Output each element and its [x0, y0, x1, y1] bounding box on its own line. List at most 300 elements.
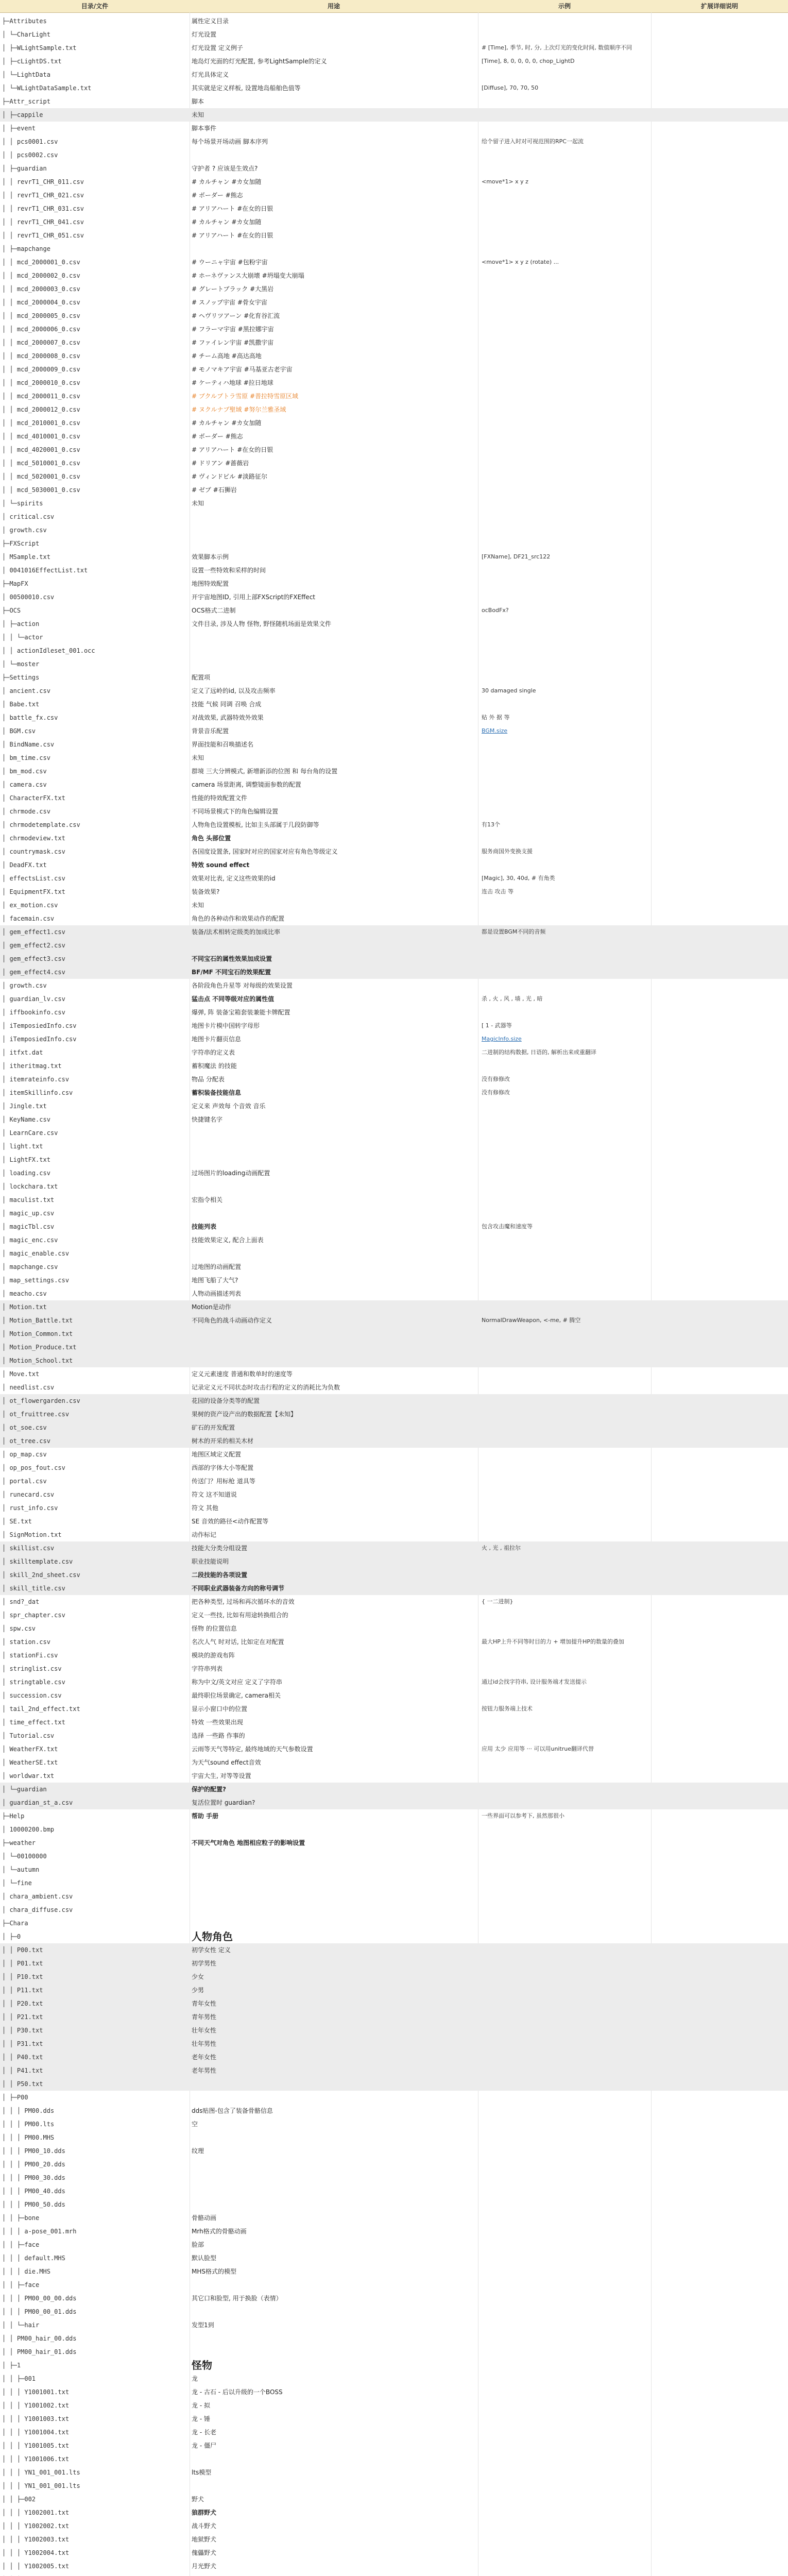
table-row[interactable]: [0, 738, 788, 751]
table-row[interactable]: [0, 1327, 788, 1341]
table-row[interactable]: [0, 2332, 788, 2345]
table-row[interactable]: [0, 1394, 788, 1408]
tree-path-cell: │ │ │ PM00_20.dds: [2, 2161, 65, 2168]
table-row[interactable]: [0, 791, 788, 805]
table-row[interactable]: [0, 965, 788, 979]
purpose-cell: 守护者 ? 应该是生效点?: [192, 165, 258, 172]
table-row[interactable]: [0, 1461, 788, 1475]
tree-path-cell: │ bm_mod.csv: [2, 768, 47, 775]
table-row[interactable]: [0, 108, 788, 122]
table-row[interactable]: [0, 711, 788, 724]
table-row[interactable]: [0, 724, 788, 738]
example-cell: [482, 1501, 646, 1515]
tree-path-cell: │ chrmodetemplate.csv: [2, 821, 80, 828]
table-row[interactable]: [0, 523, 788, 537]
table-row[interactable]: [0, 175, 788, 189]
purpose-cell: 把各种类型, 过场和再次循环水的音效: [192, 1598, 295, 1605]
table-row[interactable]: [0, 1957, 788, 1970]
table-row[interactable]: [0, 122, 788, 135]
table-row[interactable]: [0, 309, 788, 323]
table-row[interactable]: [0, 2560, 788, 2573]
table-row[interactable]: [0, 1809, 788, 1823]
purpose-cell: 过地图的动画配置: [192, 1263, 242, 1270]
table-row[interactable]: [0, 215, 788, 229]
table-row[interactable]: [0, 497, 788, 510]
table-row[interactable]: [0, 41, 788, 55]
tree-path-cell: │ Motion_Produce.txt: [2, 1344, 77, 1351]
header-extended-notes[interactable]: 扩展详细说明: [700, 3, 738, 10]
purpose-cell: lts模型: [192, 2469, 212, 2476]
table-row[interactable]: [0, 1863, 788, 1876]
tree-path-cell: ├─OCS: [2, 607, 21, 614]
purpose-cell: [192, 1850, 449, 1863]
table-row[interactable]: [0, 443, 788, 456]
table-row[interactable]: [0, 872, 788, 885]
table-row[interactable]: [0, 1193, 788, 1207]
table-row[interactable]: [0, 55, 788, 68]
table-row[interactable]: [0, 2077, 788, 2091]
table-row[interactable]: [0, 1140, 788, 1153]
table-row[interactable]: [0, 81, 788, 95]
table-row[interactable]: [0, 1756, 788, 1769]
tree-path-cell: │ ├─event: [2, 125, 36, 132]
table-row[interactable]: [0, 1220, 788, 1233]
example-cell: [482, 1876, 646, 1890]
table-row[interactable]: [0, 2345, 788, 2359]
table-row[interactable]: [0, 2050, 788, 2064]
table-row[interactable]: [0, 1970, 788, 1984]
table-row[interactable]: [0, 1876, 788, 1890]
table-row[interactable]: [0, 1126, 788, 1140]
purpose-cell: 显示小窗口中的位置: [192, 1705, 248, 1713]
table-row[interactable]: [0, 1032, 788, 1046]
table-row[interactable]: [0, 1059, 788, 1073]
tree-path-cell: │ └─spirits: [2, 500, 43, 507]
table-row[interactable]: [0, 1729, 788, 1742]
table-row[interactable]: [0, 2131, 788, 2144]
tree-path-cell: │ │ ├─face: [2, 2281, 40, 2289]
table-row[interactable]: [0, 2546, 788, 2560]
table-row[interactable]: [0, 2104, 788, 2117]
table-row[interactable]: [0, 1367, 788, 1381]
table-row[interactable]: [0, 2037, 788, 2050]
tree-path-cell: │ SignMotion.txt: [2, 1531, 62, 1538]
table-row[interactable]: [0, 1675, 788, 1689]
table-row[interactable]: [0, 1233, 788, 1247]
table-row[interactable]: [0, 416, 788, 430]
purpose-cell: 龙 - 长老: [192, 2429, 216, 2436]
table-row[interactable]: [0, 1247, 788, 1260]
tree-path-cell: │ │ │ PM00.dds: [2, 2107, 55, 2114]
table-row[interactable]: [0, 604, 788, 617]
table-row[interactable]: [0, 2399, 788, 2412]
table-row[interactable]: [0, 1408, 788, 1421]
purpose-cell: dds贴图-包含了装备骨骼信息: [192, 2107, 273, 2114]
table-row[interactable]: [0, 1274, 788, 1287]
example-cell: [482, 1823, 646, 1836]
table-row[interactable]: [0, 885, 788, 899]
table-row[interactable]: [0, 1448, 788, 1461]
table-row[interactable]: [0, 1381, 788, 1394]
table-row[interactable]: [0, 282, 788, 296]
example-cell: [482, 2238, 646, 2251]
purpose-cell: 属性定义目录: [192, 18, 229, 25]
purpose-cell: # ボーダー #熊志: [192, 192, 243, 199]
table-row[interactable]: [0, 1434, 788, 1448]
header-directory-file[interactable]: 目录/文件: [81, 3, 109, 10]
example-cell: [482, 1287, 646, 1300]
table-row[interactable]: [0, 2265, 788, 2278]
example-cell: [482, 376, 646, 389]
purpose-cell: # アリアハート #在女的日银: [192, 232, 273, 239]
example-cell: [482, 2024, 646, 2037]
table-row[interactable]: [0, 2211, 788, 2225]
table-row[interactable]: [0, 1207, 788, 1220]
table-row[interactable]: [0, 1649, 788, 1662]
table-row[interactable]: [0, 577, 788, 590]
table-row[interactable]: [0, 899, 788, 912]
table-row[interactable]: [0, 845, 788, 858]
header-purpose[interactable]: 用途: [327, 3, 340, 10]
table-row[interactable]: [0, 202, 788, 215]
tree-path-cell: │ ├─cappile: [2, 111, 43, 118]
tree-path-cell: │ │ mcd_2000006_0.csv: [2, 326, 80, 333]
example-cell: [482, 1113, 646, 1126]
table-row[interactable]: [0, 2412, 788, 2426]
table-row[interactable]: [0, 1823, 788, 1836]
table-row[interactable]: [0, 1997, 788, 2010]
table-row[interactable]: [0, 1890, 788, 1903]
purpose-cell: 壮年女性: [192, 2027, 217, 2034]
table-row[interactable]: [0, 1930, 788, 1943]
tree-path-cell: │ └─WLightDataSample.txt: [2, 84, 92, 92]
table-row[interactable]: [0, 1300, 788, 1314]
example-cell: 最大HP上升不同等时目的力 + 增加提升HP的数量的叠加: [482, 1638, 625, 1645]
table-row[interactable]: [0, 1716, 788, 1729]
tree-path-cell: │ ot_fruittree.csv: [2, 1411, 70, 1418]
table-row[interactable]: [0, 952, 788, 965]
table-row[interactable]: [0, 2292, 788, 2305]
table-row[interactable]: [0, 336, 788, 349]
table-row[interactable]: [0, 671, 788, 684]
table-row[interactable]: [0, 2372, 788, 2385]
table-row[interactable]: [0, 1006, 788, 1019]
table-row[interactable]: [0, 684, 788, 698]
purpose-cell: 纹理: [192, 2147, 204, 2155]
example-cell: [482, 2412, 646, 2426]
table-row[interactable]: [0, 456, 788, 470]
table-row[interactable]: [0, 2439, 788, 2452]
example-cell: [482, 1300, 646, 1314]
table-row[interactable]: [0, 1943, 788, 1957]
table-row[interactable]: [0, 1153, 788, 1166]
example-cell: [482, 1475, 646, 1488]
example-cell: [482, 1434, 646, 1448]
table-row[interactable]: [0, 1555, 788, 1568]
table-row[interactable]: [0, 389, 788, 403]
table-row[interactable]: [0, 148, 788, 162]
table-row[interactable]: [0, 698, 788, 711]
table-row[interactable]: [0, 68, 788, 81]
table-row[interactable]: [0, 2010, 788, 2024]
example-cell: [482, 2318, 646, 2332]
table-row[interactable]: [0, 805, 788, 818]
tree-path-cell: │ │ mcd_2000011_0.csv: [2, 393, 80, 400]
table-row[interactable]: [0, 778, 788, 791]
example-cell: [482, 148, 646, 162]
example-cell: [482, 858, 646, 872]
tree-path-cell: │ LightFX.txt: [2, 1156, 50, 1163]
table-row[interactable]: [0, 1287, 788, 1300]
table-row[interactable]: [0, 1662, 788, 1675]
table-row[interactable]: [0, 1501, 788, 1515]
tree-path-cell: │ │ │ Y1001006.txt: [2, 2455, 70, 2463]
table-row[interactable]: [0, 28, 788, 41]
tree-path-cell: │ skill_2nd_sheet.csv: [2, 1571, 80, 1579]
tree-path-cell: │ │ └─hair: [2, 2321, 40, 2329]
table-row[interactable]: [0, 537, 788, 550]
tree-path-cell: │ stringtable.csv: [2, 1679, 65, 1686]
table-row[interactable]: [0, 818, 788, 832]
purpose-cell: 狼群野犬: [192, 2509, 217, 2516]
purpose-cell: 定义一些技, 比如有用途转换组合的: [192, 1612, 288, 1619]
table-row[interactable]: [0, 510, 788, 523]
tree-path-cell: │ gem_effect2.csv: [2, 942, 65, 949]
table-row[interactable]: [0, 2064, 788, 2077]
purpose-cell: [192, 2198, 449, 2211]
table-row[interactable]: [0, 2506, 788, 2519]
table-row[interactable]: [0, 1742, 788, 1756]
purpose-cell: [192, 2184, 449, 2198]
table-row[interactable]: [0, 1046, 788, 1059]
table-row[interactable]: [0, 1702, 788, 1716]
tree-path-cell: │ ot_soe.csv: [2, 1424, 47, 1431]
table-row[interactable]: [0, 1086, 788, 1099]
table-row[interactable]: [0, 2479, 788, 2493]
tree-path-cell: │ │ mcd_4020001_0.csv: [2, 446, 80, 453]
example-cell: [482, 1608, 646, 1622]
purpose-cell: 龙: [192, 2375, 198, 2382]
table-row[interactable]: [0, 14, 788, 28]
table-row[interactable]: [0, 631, 788, 644]
example-cell: [482, 939, 646, 952]
table-row[interactable]: [0, 256, 788, 269]
table-row[interactable]: [0, 2573, 788, 2576]
tree-path-cell: │ EquipmentFX.txt: [2, 888, 65, 895]
table-row[interactable]: [0, 992, 788, 1006]
purpose-cell: 称为中文/英文对应 定义了字符串: [192, 1679, 282, 1686]
example-cell: [482, 2573, 646, 2576]
table-row[interactable]: [0, 483, 788, 497]
tree-path-cell: │ Move.txt: [2, 1370, 40, 1378]
table-row[interactable]: [0, 1595, 788, 1608]
table-row[interactable]: [0, 189, 788, 202]
table-row[interactable]: [0, 1421, 788, 1434]
tree-path-cell: │ runecard.csv: [2, 1491, 55, 1498]
example-cell: [482, 1247, 646, 1260]
table-row[interactable]: [0, 1541, 788, 1555]
table-row[interactable]: [0, 2305, 788, 2318]
table-row[interactable]: [0, 403, 788, 416]
tree-path-cell: ├─MapFX: [2, 580, 28, 587]
table-row[interactable]: [0, 2198, 788, 2211]
table-row[interactable]: [0, 1769, 788, 1783]
table-row[interactable]: [0, 229, 788, 242]
purpose-cell: # ヘヴリツアーン #化育谷汇流: [192, 312, 280, 319]
table-row[interactable]: [0, 2466, 788, 2479]
example-cell: [482, 510, 646, 523]
example-cell: [482, 14, 646, 28]
example-cell: [482, 1354, 646, 1367]
table-row[interactable]: [0, 135, 788, 148]
tree-path-cell: │ │ mcd_5020001_0.csv: [2, 473, 80, 480]
table-row[interactable]: [0, 550, 788, 564]
purpose-cell: [192, 1126, 449, 1140]
table-row[interactable]: [0, 376, 788, 389]
table-row[interactable]: [0, 2171, 788, 2184]
table-row[interactable]: [0, 323, 788, 336]
example-cell: [482, 403, 646, 416]
table-row[interactable]: [0, 2117, 788, 2131]
tree-path-cell: ├─Settings: [2, 674, 40, 681]
example-cell: ocBodFx?: [482, 607, 509, 614]
table-row[interactable]: [0, 590, 788, 604]
table-row[interactable]: [0, 2519, 788, 2533]
table-row[interactable]: [0, 1019, 788, 1032]
table-row[interactable]: [0, 2533, 788, 2546]
purpose-cell: 为天气sound effect音效: [192, 1759, 261, 1766]
table-row[interactable]: [0, 2091, 788, 2104]
purpose-cell: 地图区域定义配置: [192, 1451, 242, 1458]
purpose-cell: [192, 1903, 449, 1917]
purpose-cell: 复活位置时 guardian?: [192, 1799, 255, 1806]
purpose-cell: 不同职业武器装备方向的称号调节: [192, 1585, 285, 1592]
table-row[interactable]: [0, 765, 788, 778]
table-row[interactable]: [0, 1314, 788, 1327]
table-row[interactable]: [0, 1608, 788, 1622]
table-row[interactable]: [0, 1515, 788, 1528]
purpose-cell: 宇宙大生, 对等等设置: [192, 1772, 251, 1780]
table-row[interactable]: [0, 363, 788, 376]
header-example[interactable]: 示例: [558, 3, 571, 10]
table-row[interactable]: [0, 1622, 788, 1635]
table-row[interactable]: [0, 1475, 788, 1488]
table-row[interactable]: [0, 657, 788, 671]
purpose-cell: 青年女性: [192, 2000, 217, 2007]
table-row[interactable]: [0, 349, 788, 363]
example-cell: [482, 2506, 646, 2519]
table-row[interactable]: [0, 1073, 788, 1086]
purpose-cell: 默认脸型: [192, 2255, 217, 2262]
table-row[interactable]: [0, 1836, 788, 1850]
table-row[interactable]: [0, 269, 788, 282]
table-row[interactable]: [0, 939, 788, 952]
table-row[interactable]: [0, 751, 788, 765]
table-row[interactable]: [0, 1099, 788, 1113]
table-row[interactable]: [0, 1689, 788, 1702]
example-cell: [482, 122, 646, 135]
example-cell: [482, 564, 646, 577]
table-row[interactable]: [0, 1903, 788, 1917]
table-row[interactable]: [0, 858, 788, 872]
table-row[interactable]: [0, 1582, 788, 1595]
table-row[interactable]: [0, 2278, 788, 2292]
table-row[interactable]: [0, 1917, 788, 1930]
table-row[interactable]: [0, 832, 788, 845]
table-row[interactable]: [0, 912, 788, 925]
purpose-cell: 青年男性: [192, 2013, 217, 2021]
example-cell: [482, 1850, 646, 1863]
table-row[interactable]: [0, 1796, 788, 1809]
table-row[interactable]: [0, 296, 788, 309]
purpose-cell: 符文 其他: [192, 1504, 218, 1512]
table-row[interactable]: [0, 644, 788, 657]
table-row[interactable]: [0, 2452, 788, 2466]
table-row[interactable]: [0, 242, 788, 256]
table-row[interactable]: [0, 2426, 788, 2439]
tree-path-cell: │ Babe.txt: [2, 701, 40, 708]
table-row[interactable]: [0, 470, 788, 483]
table-row[interactable]: [0, 2184, 788, 2198]
tree-path-cell: │ time_effect.txt: [2, 1719, 65, 1726]
table-row[interactable]: [0, 617, 788, 631]
purpose-cell: 树木的开采的相关木材: [192, 1437, 254, 1445]
table-row[interactable]: [0, 1341, 788, 1354]
example-cell: 贴 外 据 等: [482, 714, 510, 721]
table-row[interactable]: [0, 2493, 788, 2506]
table-row[interactable]: [0, 2158, 788, 2171]
table-row[interactable]: [0, 2144, 788, 2158]
example-cell: [482, 296, 646, 309]
table-row[interactable]: [0, 162, 788, 175]
tree-path-cell: │ │ pcs0001.csv: [2, 138, 58, 145]
tree-path-cell: │ ancient.csv: [2, 687, 50, 694]
purpose-cell: 其实就是定义样板, 设置地岛船舶色值等: [192, 84, 301, 92]
table-row[interactable]: [0, 2024, 788, 2037]
table-row[interactable]: [0, 1635, 788, 1649]
example-cell: [482, 698, 646, 711]
example-cell: [482, 1394, 646, 1408]
table-row[interactable]: [0, 1528, 788, 1541]
table-row[interactable]: [0, 1166, 788, 1180]
table-row[interactable]: [0, 1850, 788, 1863]
table-row[interactable]: [0, 1568, 788, 1582]
tree-path-cell: │ stationFi.csv: [2, 1652, 58, 1659]
table-row[interactable]: [0, 1488, 788, 1501]
table-row[interactable]: [0, 2359, 788, 2372]
tree-path-cell: │ │ │ PM00_00_01.dds: [2, 2308, 77, 2315]
table-row[interactable]: [0, 564, 788, 577]
tree-path-cell: │ │ revrT1_CHR_041.csv: [2, 218, 84, 226]
table-row[interactable]: [0, 1113, 788, 1126]
purpose-cell: [192, 2345, 449, 2359]
table-row[interactable]: [0, 925, 788, 939]
table-row[interactable]: [0, 979, 788, 992]
table-row[interactable]: [0, 2225, 788, 2238]
table-row[interactable]: [0, 1984, 788, 1997]
table-row[interactable]: [0, 2385, 788, 2399]
table-row[interactable]: [0, 1180, 788, 1193]
purpose-cell: MHS格式的模型: [192, 2268, 236, 2275]
table-row[interactable]: [0, 1783, 788, 1796]
table-row[interactable]: [0, 2318, 788, 2332]
table-row[interactable]: [0, 1354, 788, 1367]
table-row[interactable]: [0, 95, 788, 108]
table-row[interactable]: [0, 1260, 788, 1274]
table-row[interactable]: [0, 2251, 788, 2265]
table-row[interactable]: [0, 430, 788, 443]
table-row[interactable]: [0, 2238, 788, 2251]
